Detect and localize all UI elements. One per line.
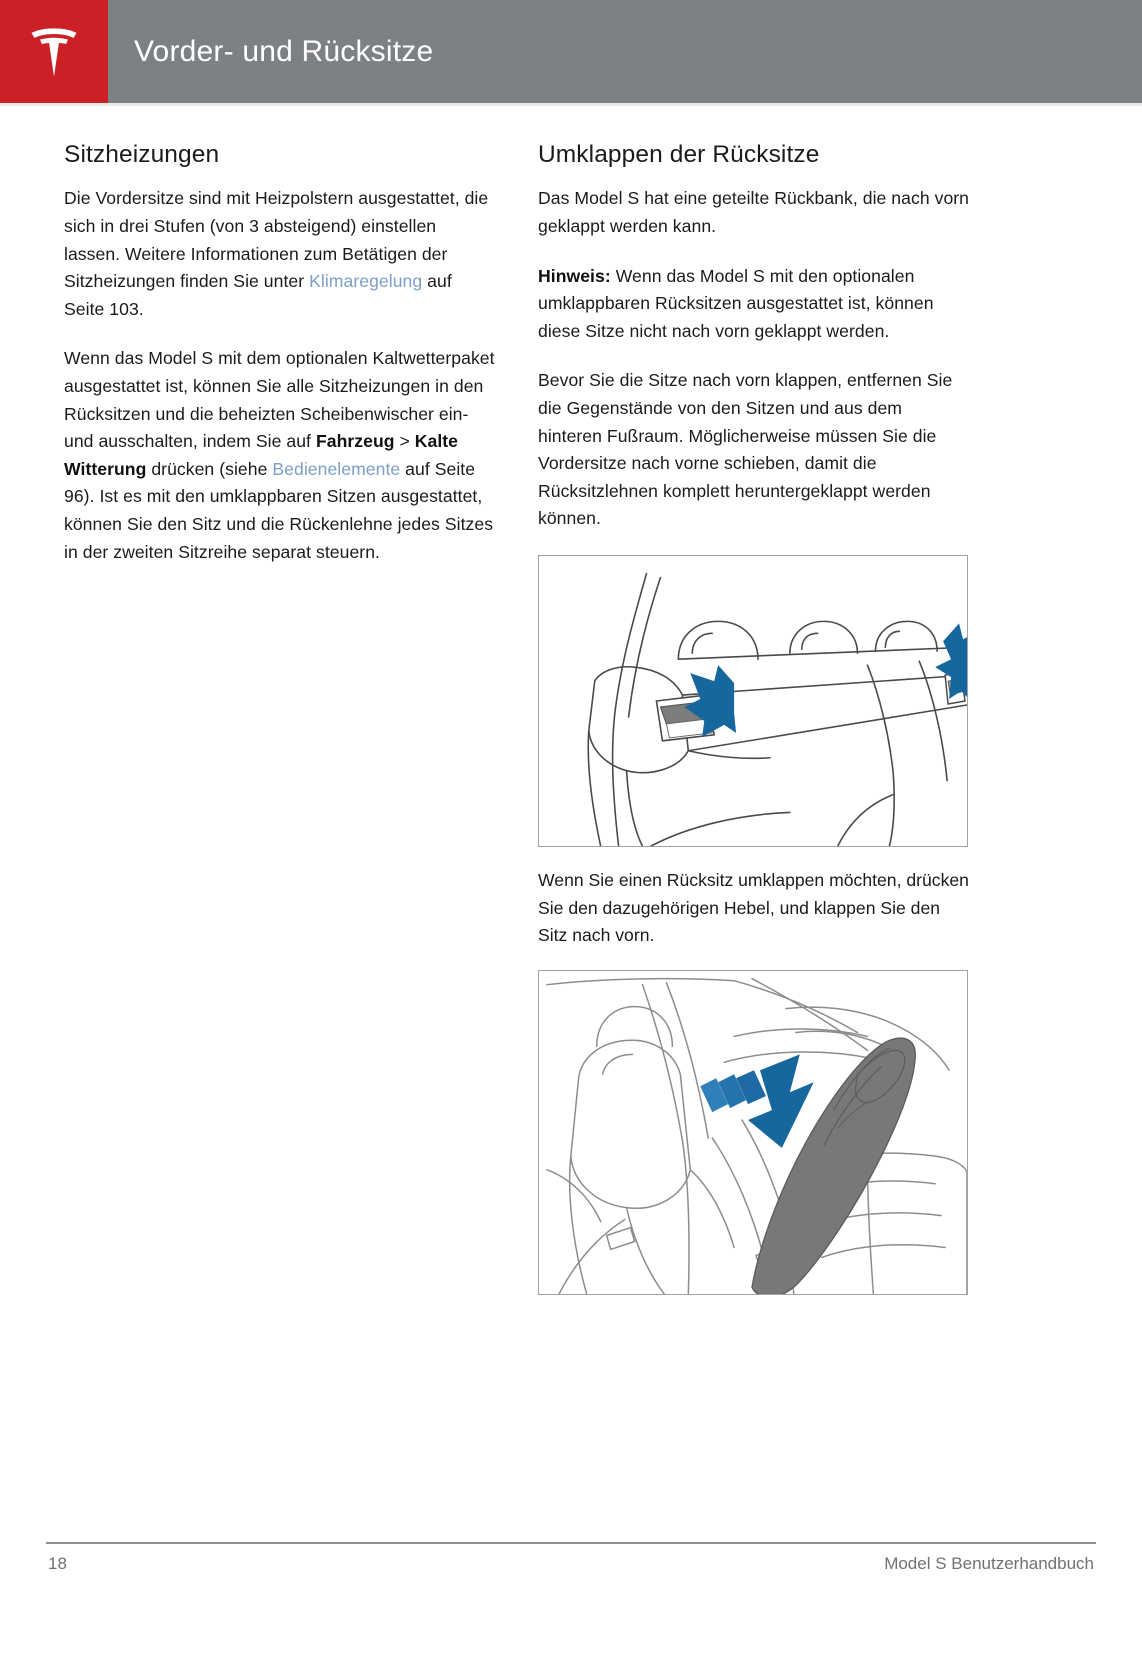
paragraph-cold-weather-package [64, 345, 496, 566]
link-klimaregelung[interactable]: Klimaregelung [309, 271, 423, 292]
page-footer [46, 1542, 1096, 1582]
text-run: Wenn das Model S mit den optionalen umklappbaren Rücksitzen ausgestattet ist, können diese Sitze nicht nach vorn geklappt werden. [538, 265, 934, 341]
text-run: > [394, 431, 415, 452]
bold-fahrzeug: Fahrzeug [315, 431, 395, 452]
paragraph-seat-heaters-intro [64, 185, 496, 323]
figure-1-caption: Wenn Sie einen Rücksitz umklappen möchten, drücken Sie den dazugehörigen Hebel, und klappen Sie den Sitz nach vorn. [538, 869, 969, 946]
link-bedienelemente[interactable]: Bedienelemente [272, 458, 401, 479]
text-run: auf Seite 96). Ist es mit den umklappbaren Sitzen ausgestattet, können Sie den Sitz und die Rückenlehne jedes Sitzes in der zweiten Sitzreihe separat steuern. [64, 458, 494, 562]
footer-page-number: 18 [48, 1554, 67, 1573]
right-section-heading: Umklappen der Rücksitze [538, 141, 820, 168]
bold-hinweis-label: Hinweis: [538, 265, 611, 286]
tesla-logo-block [0, 0, 108, 103]
text-run: Wenn das Model S mit dem optionalen Kaltwetterpaket ausgestattet ist, können Sie alle Sitzheizungen in den Rücksitzen und die beheizten Scheibenwischer ein- und ausschalten, indem Sie auf [64, 348, 495, 452]
left-column [64, 140, 496, 566]
text-run: Die Vordersitze sind mit Heizpolstern ausgestattet, die sich in drei Stufen (von 3 absteigend) einstellen lassen. Weitere Informationen zum Betätigen der Sitzheizungen finden Sie unter [64, 188, 489, 292]
blue-arrow-right-icon [935, 623, 967, 699]
paragraph-before-folding: Bevor Sie die Sitze nach vorn klappen, entfernen Sie die Gegenstände von den Sitzen und aus dem hinteren Fußraum. Möglicherweise müssen Sie die Vordersitze nach vorne schieben, damit die Rücksitzlehnen komplett heruntergeklappt werden können. [538, 370, 953, 529]
right-column [538, 140, 970, 1295]
page-title: Vorder- und Rücksitze [134, 35, 434, 68]
text-run: auf Seite 103. [64, 271, 452, 319]
header-underline [0, 103, 1142, 106]
text-run: drücken (siehe [146, 458, 273, 479]
footer-divider [46, 1542, 1096, 1544]
paragraph-note-optional-seats [538, 263, 970, 346]
folding-rear-seat-illustration [538, 970, 968, 1295]
blue-motion-arrow-icon [700, 1054, 813, 1148]
bold-kalte-witterung: Kalte Witterung [64, 431, 459, 479]
footer-document-title: Model S Benutzerhandbuch [884, 1554, 1094, 1573]
paragraph-split-bench: Das Model S hat eine geteilte Rückbank, die nach vorn geklappt werden kann. [538, 188, 970, 236]
page-header [0, 0, 1142, 103]
left-section-heading: Sitzheizungen [64, 141, 220, 168]
tesla-logo-icon [28, 24, 80, 80]
rear-seat-release-levers-illustration [538, 555, 968, 847]
